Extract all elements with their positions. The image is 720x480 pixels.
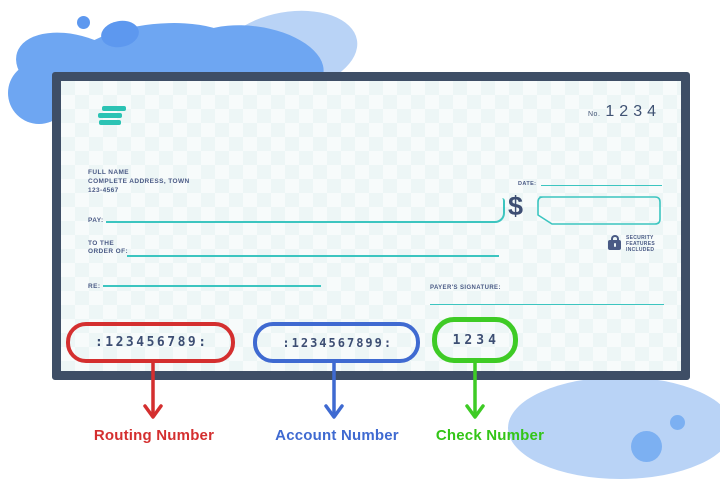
pay-line	[106, 198, 505, 223]
routing-arrow-icon	[140, 360, 166, 424]
re-label: RE:	[88, 283, 101, 290]
payer-address: COMPLETE ADDRESS, TOWN	[88, 178, 190, 185]
background-dot	[77, 16, 90, 29]
lock-icon	[608, 235, 622, 250]
date-line	[541, 176, 662, 186]
check-number-value: 1234	[605, 103, 661, 120]
routing-number-micr: :123456789:	[94, 335, 209, 350]
check-number-label: Check Number	[435, 427, 545, 444]
payer-info-block	[88, 168, 190, 195]
check-arrow-icon	[462, 360, 488, 424]
re-line	[103, 276, 321, 287]
payer-phone: 123-4567	[88, 187, 119, 194]
check-number-label: No.	[588, 111, 601, 118]
signature-line	[430, 294, 664, 305]
amount-box	[535, 195, 663, 227]
account-number-highlight	[253, 322, 420, 363]
account-arrow-icon	[321, 360, 347, 424]
date-label: DATE:	[518, 181, 537, 187]
bank-logo-icon	[98, 106, 126, 127]
check-number-highlight	[432, 317, 518, 363]
order-of-line	[127, 246, 499, 257]
account-number-micr: :1234567899:	[282, 335, 394, 350]
security-line: INCLUDED	[626, 247, 655, 253]
background-dot	[631, 431, 662, 462]
security-line: FEATURES	[626, 241, 655, 247]
security-line: SECURITY	[626, 235, 654, 241]
account-number-label: Account Number	[275, 427, 399, 444]
check-number-micr: 1234	[452, 332, 500, 348]
check-number-field	[588, 103, 661, 121]
pay-label: PAY:	[88, 217, 104, 224]
security-text	[626, 235, 655, 253]
signature-label: PAYER'S SIGNATURE:	[430, 285, 501, 291]
dollar-sign: $	[508, 191, 524, 221]
routing-number-highlight	[66, 322, 235, 363]
order-of-label	[88, 240, 128, 255]
payer-name: FULL NAME	[88, 169, 130, 176]
to-the-label: TO THE	[88, 240, 115, 247]
routing-number-label: Routing Number	[93, 427, 215, 444]
security-note	[608, 235, 655, 253]
background-dot	[670, 415, 685, 430]
order-of-text: ORDER OF:	[88, 247, 129, 255]
